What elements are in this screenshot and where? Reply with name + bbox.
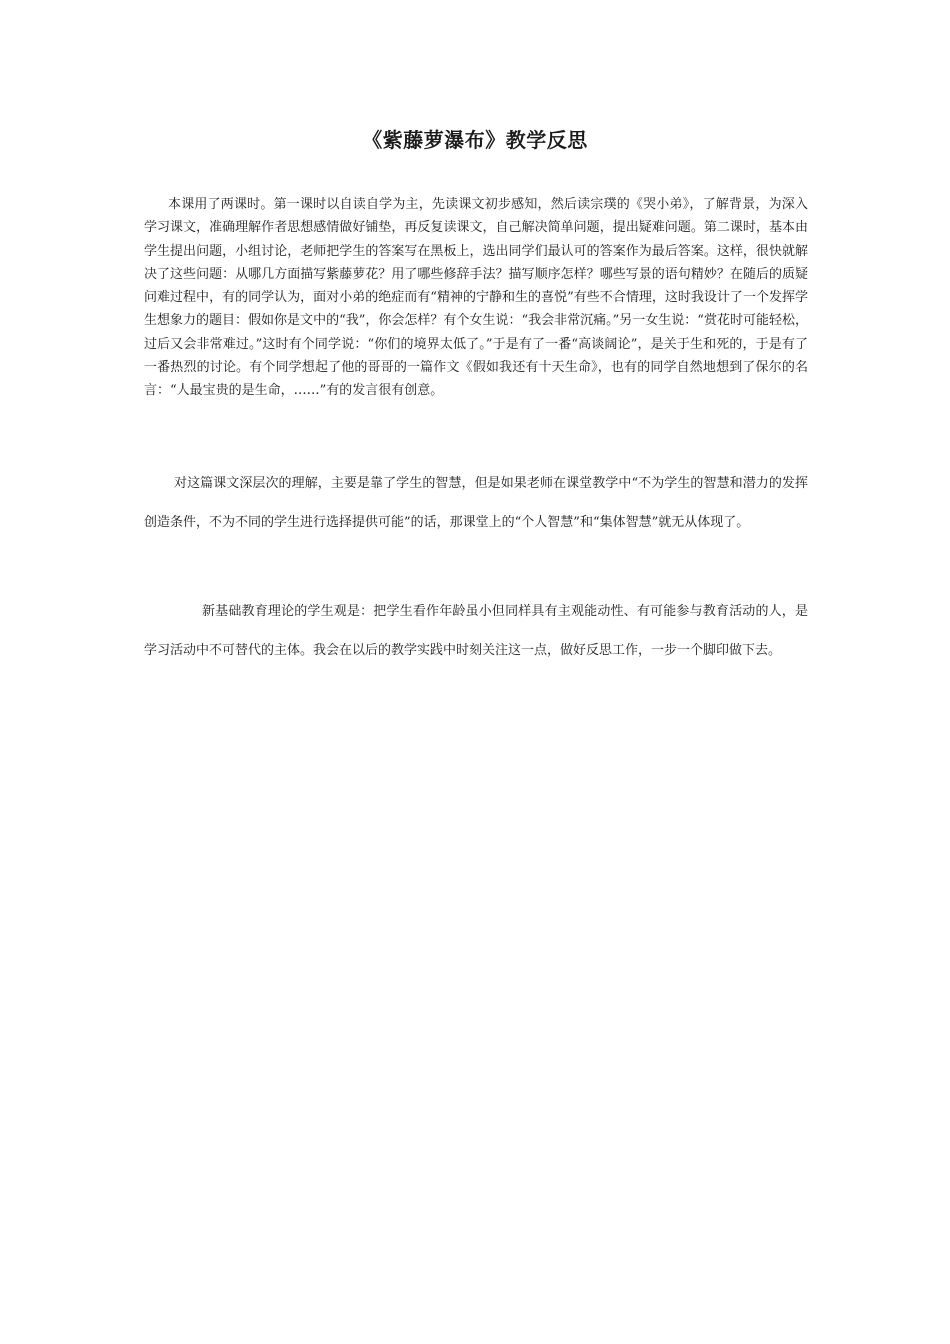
paragraph-student-wisdom: 对这篇课文深层次的理解，主要是靠了学生的智慧，但是如果老师在课堂教学中“不为学生的智慧和潜力的发挥创造条件，不为不同的学生进行选择提供可能”的话，那课堂上的“个人智慧”和“集体智慧”就无从体现了。 [144,476,808,530]
document-title: 《紫藤萝瀑布》教学反思 [362,128,588,152]
paragraph-lesson-overview: 本课用了两课时。第一课时以自读自学为主，先读课文初步感知，然后读宗璞的《哭小弟》，了解背景，为深入学习课文，准确理解作者思想感情做好铺垫，再反复读课文，自己解决简单问题，提出疑难问题。第二课时，基本由学生提出问题，小组讨论，老师把学生的答案写在黑板上，选出同学们最认可的答案作为最后答案。这样，很快就解决了这些问题：从哪几方面描写紫藤萝花？用了哪些修辞手法？描写顺序怎样？哪些写景的语句精妙？在随后的质疑问难过程中，有的同学认为，面对小弟的绝症而有“精神的宁静和生的喜悦”有些不合情理，这时我设计了一个发挥学生想象力的题目：假如你是文中的“我”，你会怎样？有个女生说：“我会非常沉痛。”另一女生说：“赏花时可能轻松，过后又会非常难过。”这时有个同学说：“你们的境界太低了。”于是有了一番“高谈阔论”，是关于生和死的，于是有了一番热烈的讨论。有个同学想起了他的哥哥的一篇作文《假如我还有十天生命》，也有的同学自然地想到了保尔的名言：“人最宝贵的是生命，……”有的发言很有创意。 [144,197,808,399]
paragraph-teaching-reflection: 新基础教育理论的学生观是：把学生看作年龄虽小但同样具有主观能动性、有可能参与教育活动的人，是学习活动中不可替代的主体。我会在以后的教学实践中时刻关注这一点，做好反思工作，一步一个脚印做下去。 [144,604,808,658]
